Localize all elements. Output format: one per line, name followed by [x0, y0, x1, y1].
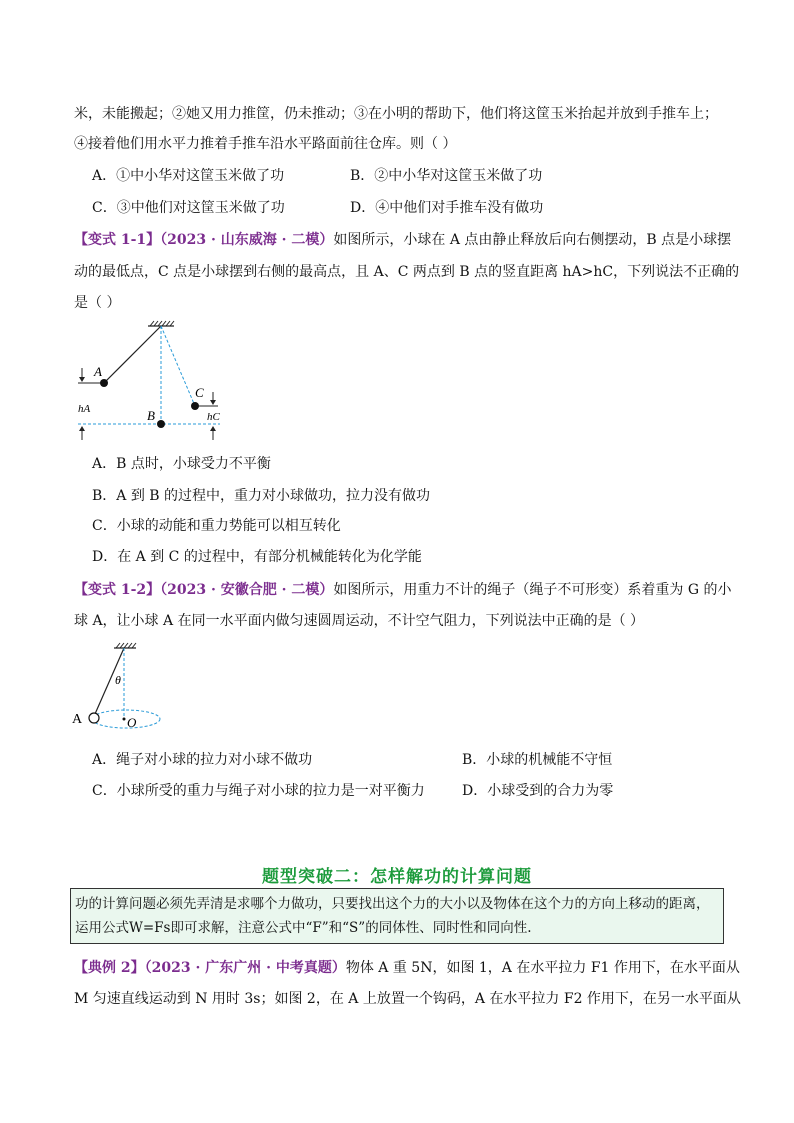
- q2-option-a[interactable]: A．B 点时，小球受力不平衡: [92, 456, 271, 472]
- conical-pendulum-figure: [70, 640, 180, 736]
- q1-option-a[interactable]: A．①中小华对这筐玉米做了功: [92, 168, 285, 184]
- q1-option-d[interactable]: D．④中他们对手推车没有做功: [350, 200, 544, 216]
- q3-source-tag: 【变式 1-2】（2023 · 安徽合肥 · 二模）: [74, 582, 334, 598]
- q1-option-b[interactable]: B．②中小华对这筐玉米做了功: [350, 168, 543, 184]
- q2-line-1: [74, 230, 731, 250]
- q2-line-2: 动的最低点，C 点是小球摆到右侧的最高点，且 A、C 两点到 B 点的竖直距离 hA>hC，下列说法不正确的: [74, 264, 740, 280]
- section-title: 题型突破二：怎样解功的计算问题: [262, 867, 532, 887]
- label-c: C: [195, 385, 204, 400]
- q4-text-1: 物体 A 重 5N，如图 1，A 在水平拉力 F1 作用下，在水平面从: [345, 960, 740, 976]
- pendulum-figure: [70, 318, 240, 446]
- ball-a: [89, 713, 99, 723]
- label-b: B: [147, 408, 155, 423]
- q1-option-c[interactable]: C．③中他们对这筐玉米做了功: [92, 200, 285, 216]
- label-theta: θ: [115, 673, 121, 687]
- q2-option-c[interactable]: C．小球的动能和重力势能可以相互转化: [92, 518, 341, 534]
- q2-source-tag: 【变式 1-1】（2023 · 山东威海 · 二模）: [74, 232, 334, 248]
- tip-line-2: 运用公式W=Fs即可求解，注意公式中“F”和“S”的同体性、同时性和同向性.: [75, 920, 532, 936]
- q3-text-1: 如图所示，用重力不计的绳子（绳子不可形变）系着重为 G 的小: [333, 582, 732, 598]
- q3-option-c[interactable]: C．小球所受的重力与绳子对小球的拉力是一对平衡力: [92, 783, 425, 799]
- q4-line-2: M 匀速直线运动到 N 用时 3s；如图 2，在 A 上放置一个钩码，A 在水平拉力 F2 作用下，在另一水平面从: [74, 991, 741, 1007]
- label-o: O: [127, 715, 137, 730]
- ball-b: [157, 420, 165, 428]
- method-tip-box: [70, 888, 724, 944]
- q2-text-1: 如图所示，小球在 A 点由静止释放后向右侧摆动，B 点是小球摆: [333, 232, 732, 248]
- ball-c: [191, 402, 199, 410]
- q3-line-1: [74, 580, 731, 600]
- q4-source-tag: 【典例 2】（2023 · 广东广州 · 中考真题）: [74, 960, 346, 976]
- q2-option-d[interactable]: D．在 A 到 C 的过程中，有部分机械能转化为化学能: [92, 549, 422, 565]
- q3-option-a[interactable]: A．绳子对小球的拉力对小球不做功: [92, 752, 313, 768]
- q1-line-2: ④接着他们用水平力推着手推车沿水平路面前往仓库。则（ ）: [74, 136, 457, 152]
- label-a: A: [94, 364, 102, 379]
- q2-option-b[interactable]: B．A 到 B 的过程中，重力对小球做功，拉力没有做功: [92, 488, 431, 504]
- label-ha: hA: [78, 403, 91, 415]
- q3-line-2: 球 A，让小球 A 在同一水平面内做匀速圆周运动，不计空气阻力，下列说法中正确的是（ ）: [74, 613, 645, 629]
- q3-option-d[interactable]: D．小球受到的合力为零: [462, 783, 614, 799]
- q4-line-1: [74, 958, 740, 978]
- ball-a: [100, 379, 108, 387]
- tip-line-1: 功的计算问题必须先弄清是求哪个力做功，只要找出这个力的大小以及物体在这个力的方向上移动的距离，: [75, 896, 710, 912]
- label-a: A: [72, 712, 83, 727]
- label-hc: hC: [207, 411, 220, 423]
- q3-option-b[interactable]: B．小球的机械能不守恒: [462, 752, 613, 768]
- q1-line-1: 米，未能搬起；②她又用力推筐，仍未推动；③在小明的帮助下，他们将这筐玉米抬起并放到手推车上；: [74, 106, 718, 122]
- q2-line-3: 是（ ）: [74, 295, 121, 311]
